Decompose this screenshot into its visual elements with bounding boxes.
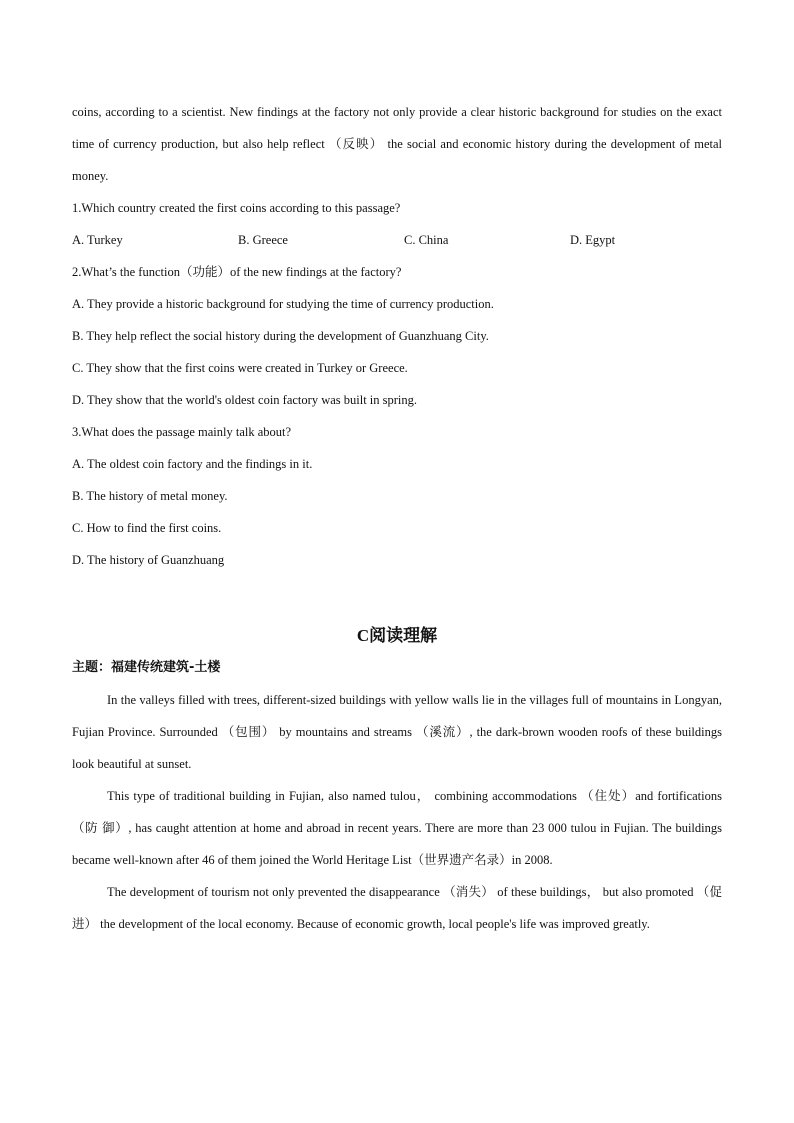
question-3-option-c: C. How to find the first coins. bbox=[72, 521, 222, 535]
question-1-stem: 1.Which country created the first coins according to this passage? bbox=[72, 201, 401, 215]
question-1-option-b: B. Greece bbox=[238, 233, 288, 247]
question-2-option-a: A. They provide a historic background for studying the time of currency production. bbox=[72, 297, 494, 311]
question-1-option-d: D. Egypt bbox=[570, 233, 616, 247]
question-1-option-a: A. Turkey bbox=[72, 233, 123, 247]
question-3-stem: 3.What does the passage mainly talk about? bbox=[72, 425, 292, 439]
question-3-option-b: B. The history of metal money. bbox=[72, 489, 228, 503]
question-1 bbox=[72, 192, 722, 256]
section-c-paragraph-3: The development of tourism not only prevented the disappearance （消失） of these buildings， but also promoted （促进） the development of the local economy. Because of economic growth, local people's life was improved greatly. bbox=[72, 885, 722, 931]
question-1-options bbox=[72, 224, 722, 256]
question-3 bbox=[72, 416, 722, 576]
section-c-paragraph-1: In the valleys filled with trees, different-sized buildings with yellow walls lie in the villages full of mountains in Longyan, Fujian Province. Surrounded （包围） by mountains and streams （溪流）, the dark-brown wooden roofs of these buildings look beautiful at sunset. bbox=[72, 693, 722, 771]
question-2-option-c: C. They show that the first coins were created in Turkey or Greece. bbox=[72, 361, 408, 375]
question-2-option-b: B. They help reflect the social history during the development of Guanzhuang City. bbox=[72, 329, 489, 343]
question-2-stem: 2.What’s the function（功能）of the new findings at the factory? bbox=[72, 265, 402, 279]
question-1-option-c: C. China bbox=[404, 233, 449, 247]
section-spacer bbox=[72, 576, 722, 620]
passage-b-tail: coins, according to a scientist. New findings at the factory not only provide a clear historic background for studies on the exact time of currency production, but also help reflect （反映） the social and economic history during the development of metal money. bbox=[72, 105, 722, 183]
section-c-topic: 主题：福建传统建筑-土楼 bbox=[72, 660, 221, 675]
question-3-option-d: D. The history of Guanzhuang bbox=[72, 553, 225, 567]
question-2-option-d: D. They show that the world's oldest coin factory was built in spring. bbox=[72, 393, 418, 407]
document-page bbox=[72, 96, 722, 940]
section-c-paragraph-2: This type of traditional building in Fujian, also named tulou， combining accommodations （住处）and fortifications（防 御）, has caught attention at home and abroad in recent years. There are more than 23 000 tulou in Fujian. The buildings became well-known after 46 of them joined the World Heritage List（世界遗产名录）in 2008. bbox=[72, 789, 722, 867]
section-c-title: C阅读理解 bbox=[356, 626, 438, 645]
question-2 bbox=[72, 256, 722, 416]
question-3-option-a: A. The oldest coin factory and the findings in it. bbox=[72, 457, 313, 471]
